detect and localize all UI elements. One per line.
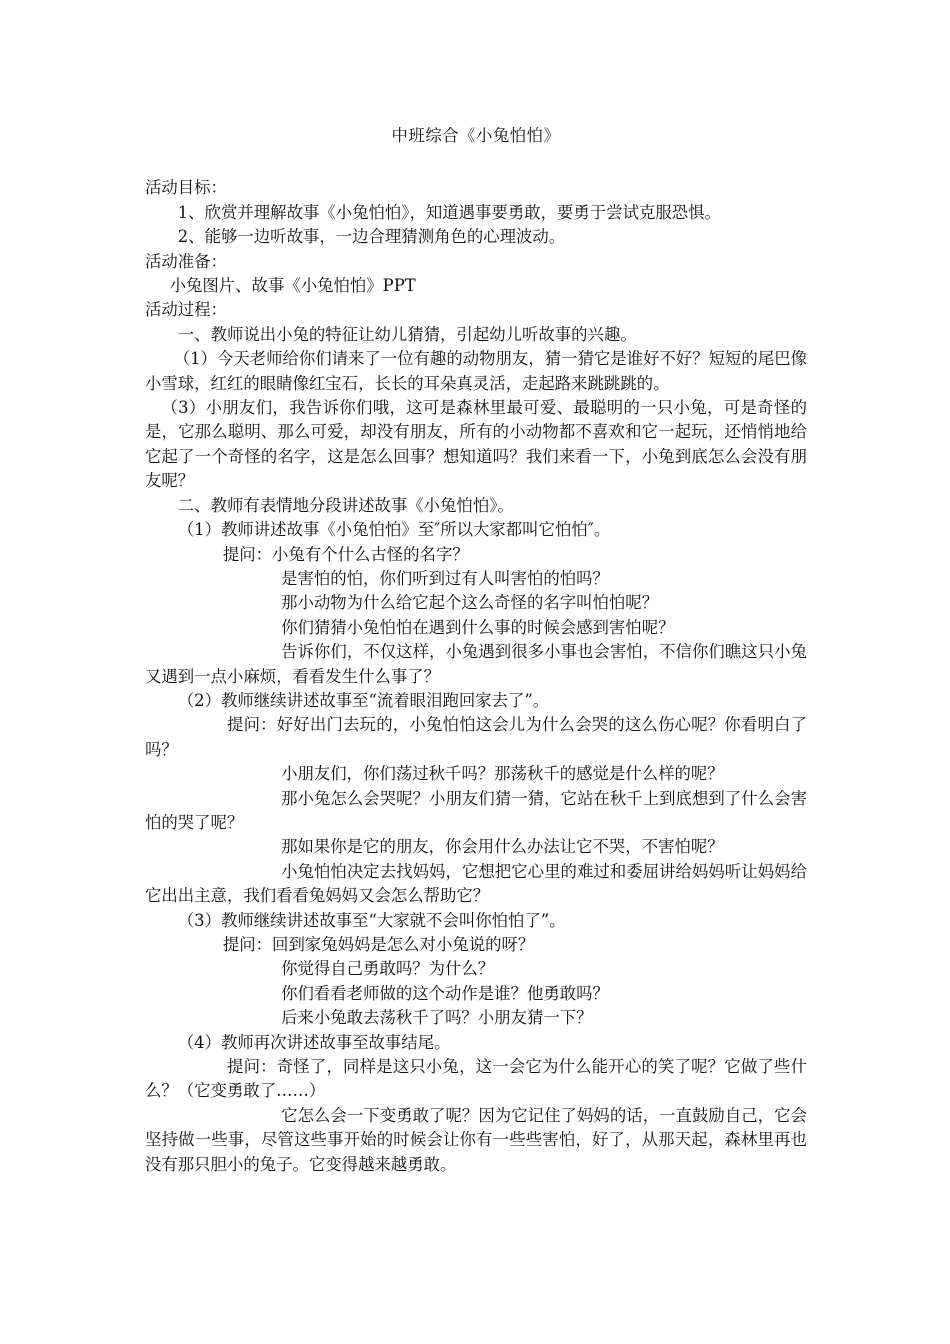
- prep-heading: 活动准备：: [145, 251, 227, 271]
- prep-text: 小兔图片、故事《小兔怕怕》PPT: [169, 276, 416, 296]
- part-2-question-3: 那小兔怎么会哭呢？小朋友们猜一猜，它站在秋千上到底想到了什么会害怕的哭了呢？: [145, 788, 807, 832]
- step-2-part-4: （4）教师再次讲述故事至故事结尾。: [177, 1032, 451, 1052]
- part-3-question-3: 你们看看老师做的这个动作是谁？他勇敢吗？: [281, 983, 609, 1003]
- process-heading: 活动过程：: [145, 300, 227, 320]
- step-1: 一、教师说出小兔的特征让幼儿猜猜，引起幼儿听故事的兴趣。: [177, 324, 637, 344]
- step-2-part-3: （3）教师继续讲述故事至“大家就不会叫你怕怕了”。: [177, 910, 566, 930]
- step-2-part-1: （1）教师讲述故事《小兔怕怕》至″所以大家都叫它怕怕″。: [177, 520, 611, 540]
- goal-1: 1、欣赏并理解故事《小兔怕怕》，知道遇事要勇敢，要勇于尝试克服恐惧。: [177, 202, 721, 222]
- goals-heading: 活动目标：: [145, 178, 227, 198]
- part-1-question-2: 是害怕的怕，你们听到过有人叫害怕的怕吗？: [281, 568, 609, 588]
- step-2: 二、教师有表情地分段讲述故事《小兔怕怕》。: [177, 495, 514, 515]
- part-1-question-3: 那小动物为什么给它起个这么奇怪的名字叫怕怕呢？: [281, 593, 659, 613]
- part-2-question-2: 小朋友们，你们荡过秋千吗？那荡秋千的感觉是什么样的呢？: [281, 764, 724, 784]
- part-3-question-2: 你觉得自己勇敢吗？为什么？: [281, 959, 495, 979]
- part-1-question-4: 你们猜猜小兔怕怕在遇到什么事的时候会感到害怕呢？: [281, 617, 675, 637]
- part-2-question-4: 那如果你是它的朋友，你会用什么办法让它不哭，不害怕呢？: [281, 837, 724, 857]
- step-2-part-2: （2）教师继续讲述故事至“流着眼泪跑回家去了”。: [177, 690, 550, 710]
- part-4-question-2: 它怎么会一下变勇敢了呢？因为它记住了妈妈的话，一直鼓励自己，它会坚持做一些事，尽管这些事开始的时候会让你有一些些害怕，好了，从那天起，森林里再也没有那只胆小的兔子。它变得越来越勇敢。: [145, 1105, 807, 1174]
- document-page: [145, 124, 807, 1177]
- document-title: 中班综合《小兔怕怕》: [391, 126, 561, 145]
- part-2-question-5: 小兔怕怕决定去找妈妈，它想把它心里的难过和委屈讲给妈妈听让妈妈给它出出主意，我们看看兔妈妈又会怎么帮助它？: [145, 861, 807, 906]
- part-3-question-4: 后来小兔敢去荡秋千了吗？小朋友猜一下？: [281, 1008, 593, 1028]
- part-4-question-1: 提问：奇怪了，同样是这只小兔，这一会它为什么能开心的笑了呢？它做了些什么？（它变勇敢了……）: [145, 1057, 807, 1101]
- part-2-question-1: 提问：好好出门去玩的，小兔怕怕这会儿为什么会哭的这么伤心呢？你看明白了吗？: [145, 715, 807, 759]
- step-1-paragraph-3: （3）小朋友们，我告诉你们哦，这可是森林里最可爱、最聪明的一只小兔，可是奇怪的是，它那么聪明、那么可爱，却没有朋友，所有的小动物都不喜欢和它一起玩，还悄悄地给它起了一个奇怪的名字，这是怎么回事？想知道吗？我们来看一下，小兔到底怎么会没有朋友呢？: [145, 398, 807, 491]
- step-1-paragraph-1: （1）今天老师给你们请来了一位有趣的动物朋友，猜一猜它是谁好不好？短短的尾巴像小雪球，红红的眼睛像红宝石，长长的耳朵真灵活，走起路来跳跳跳的。: [145, 349, 807, 393]
- part-1-question-5: 告诉你们，不仅这样，小兔遇到很多小事也会害怕，不信你们瞧这只小兔又遇到一点小麻烦，看看发生什么事了？: [145, 642, 807, 686]
- part-1-question-1: 提问：小兔有个什么古怪的名字？: [222, 544, 469, 564]
- part-3-question-1: 提问：回到家兔妈妈是怎么对小兔说的呀？: [222, 935, 535, 954]
- goal-2: 2、能够一边听故事，一边合理猜测角色的心理波动。: [177, 227, 566, 247]
